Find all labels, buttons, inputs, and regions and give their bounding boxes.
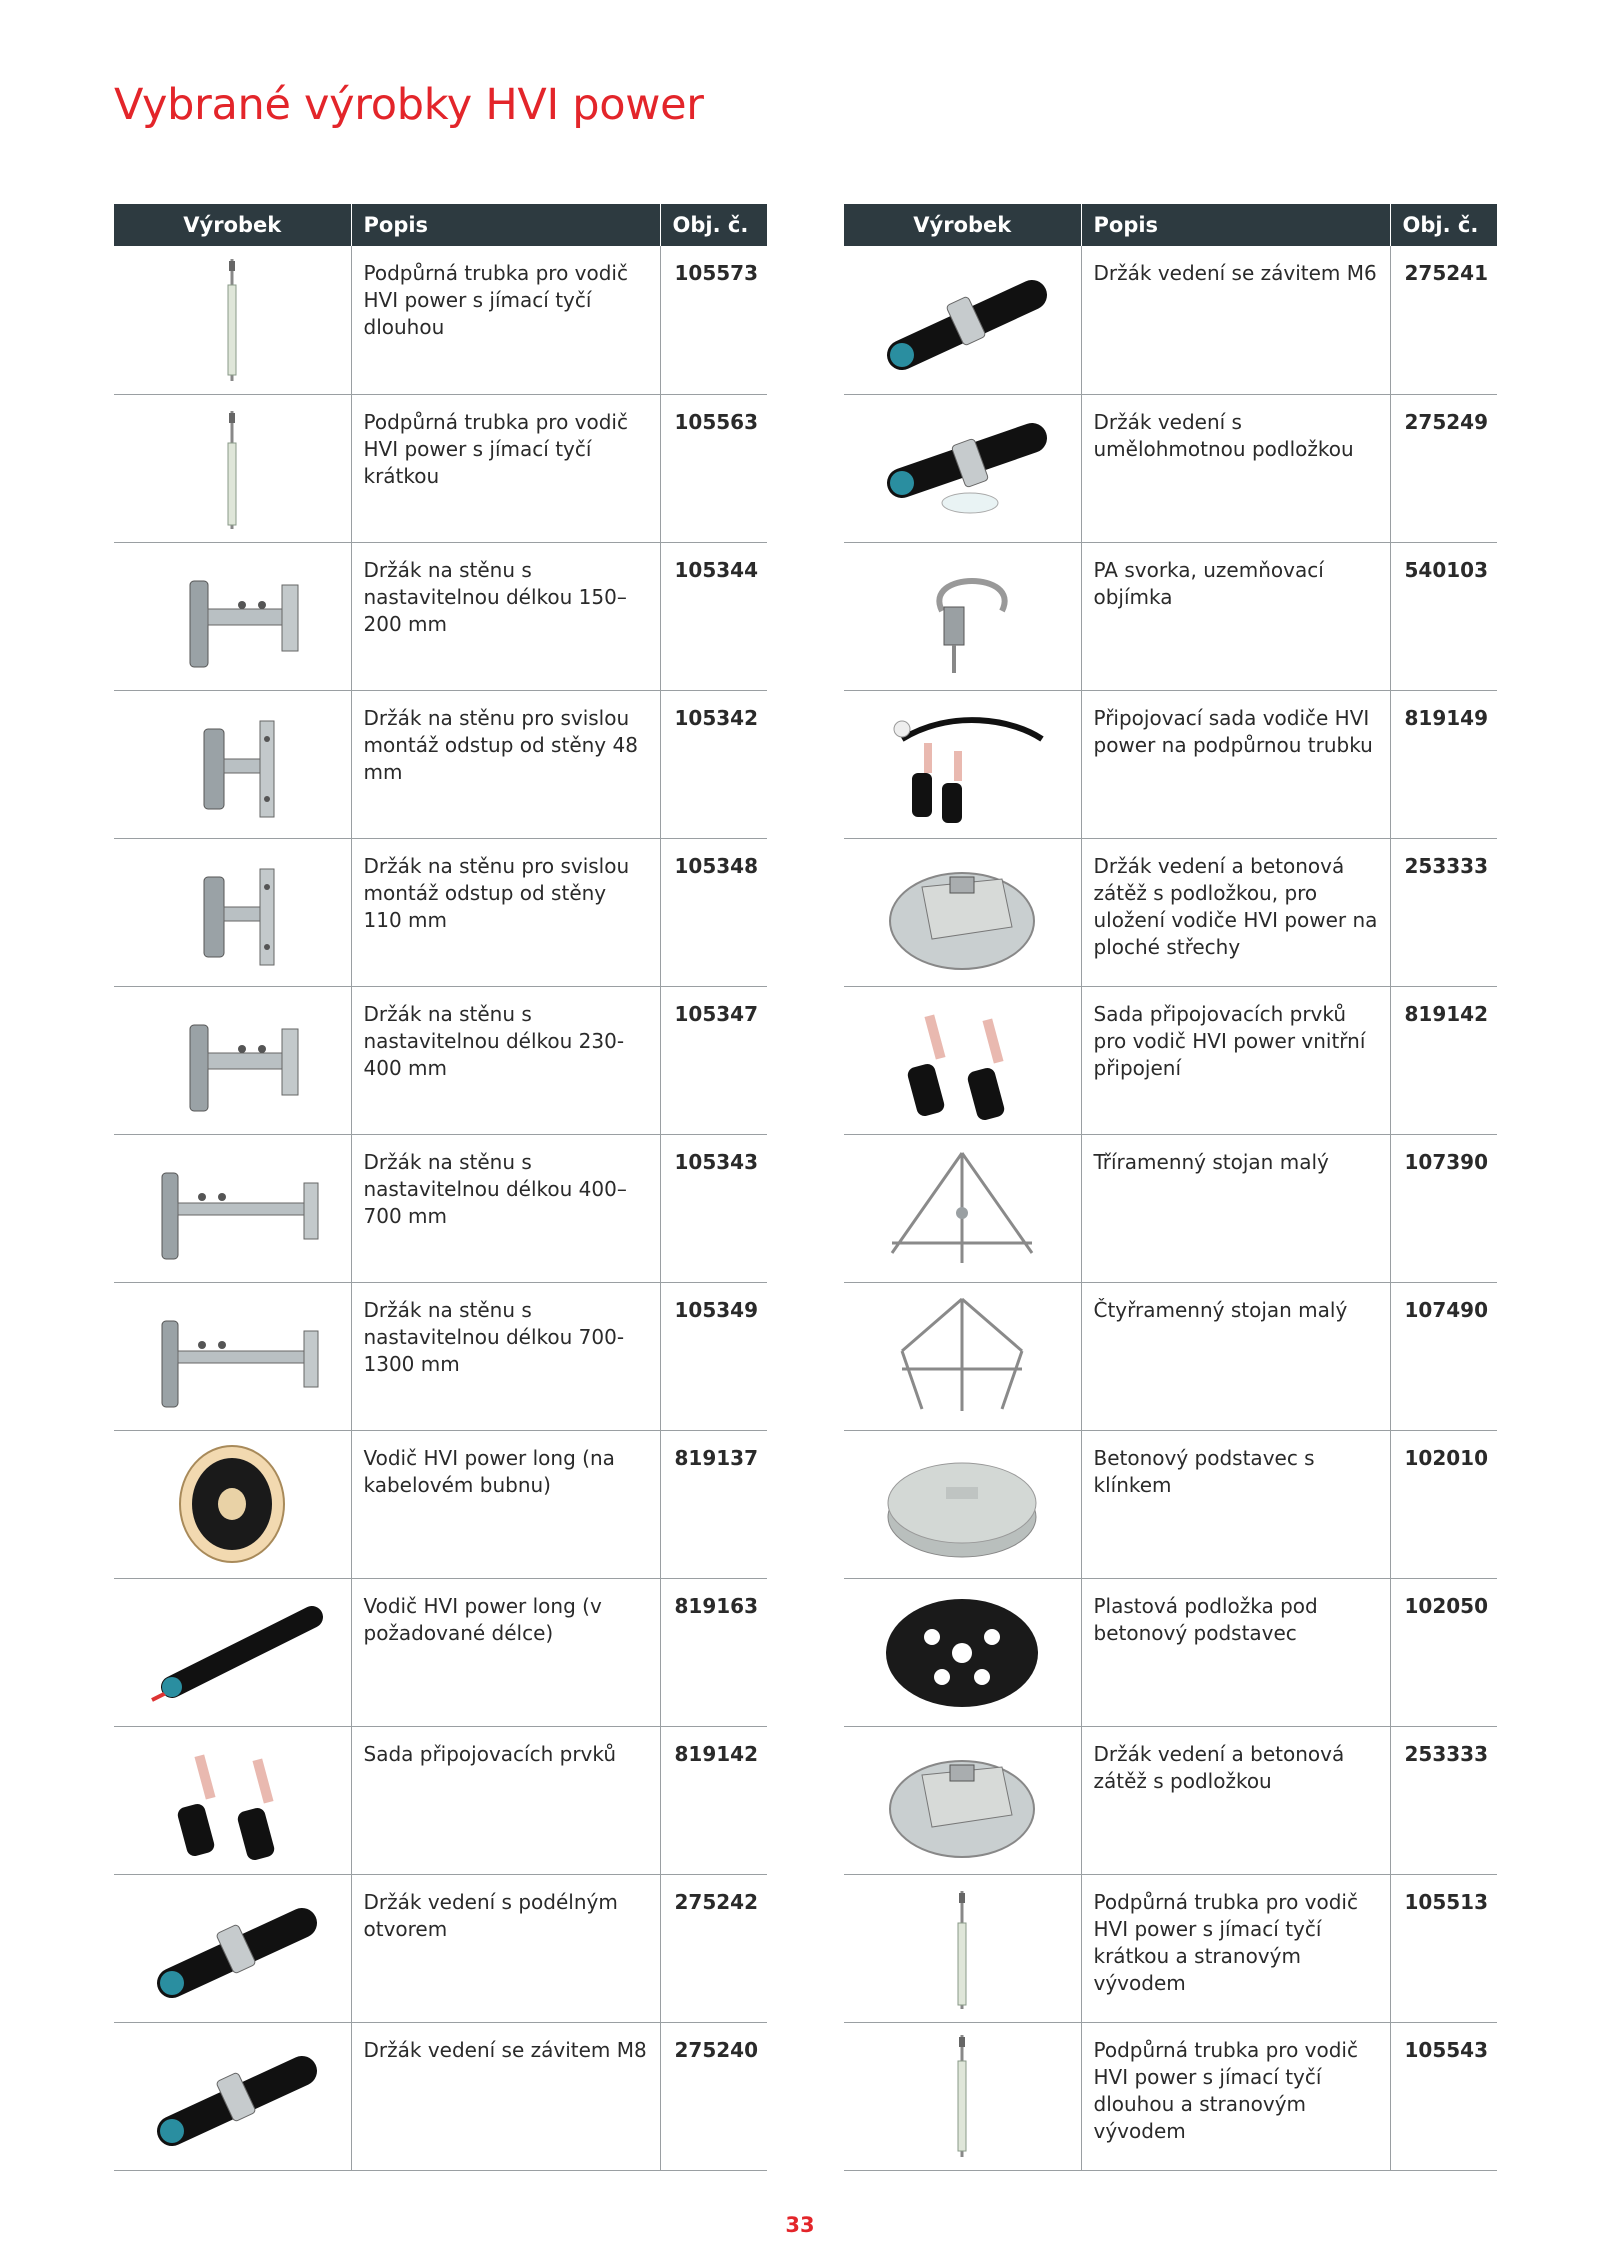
product-code: 107490 xyxy=(1390,1282,1497,1430)
conductor-holder-icon xyxy=(132,2031,332,2161)
page-title: Vybrané výrobky HVI power xyxy=(114,80,704,130)
table-row xyxy=(844,246,1497,394)
product-code: 105513 xyxy=(1390,1874,1497,2022)
product-description: Sada připojovacích prvků pro vodič HVI power vnitřní připojení xyxy=(1081,986,1390,1134)
product-description: Držák vedení a betonová zátěž s podložkou xyxy=(1081,1726,1390,1874)
concrete-base-holder-icon xyxy=(862,1735,1062,1865)
product-code: 819142 xyxy=(660,1726,767,1874)
product-image-cell xyxy=(114,1874,351,2022)
table-row xyxy=(114,246,767,394)
concrete-block-icon xyxy=(862,1439,1062,1569)
product-description: Podpůrná trubka pro vodič HVI power s jímací tyčí dlouhou xyxy=(351,246,660,394)
product-image-cell xyxy=(114,246,351,394)
product-code: 819142 xyxy=(1390,986,1497,1134)
product-description: Držák vedení se závitem M6 xyxy=(1081,246,1390,394)
table-header-row xyxy=(114,204,767,246)
product-image-cell xyxy=(844,1282,1081,1430)
product-image-cell xyxy=(844,246,1081,394)
product-code: 107390 xyxy=(1390,1134,1497,1282)
product-image-cell xyxy=(114,986,351,1134)
table-row xyxy=(844,542,1497,690)
header-description: Popis xyxy=(351,204,660,246)
table-row xyxy=(114,1726,767,1874)
product-description: Čtyřramenný stojan malý xyxy=(1081,1282,1390,1430)
table-header-row xyxy=(844,204,1497,246)
connection-set-icon xyxy=(862,995,1062,1125)
page-number: 33 xyxy=(785,2213,815,2237)
table-row xyxy=(114,1578,767,1726)
product-description: Sada připojovacích prvků xyxy=(351,1726,660,1874)
product-description: Podpůrná trubka pro vodič HVI power s jímací tyčí krátkou a stranovým vývodem xyxy=(1081,1874,1390,2022)
header-code: Obj. č. xyxy=(660,204,767,246)
product-description: Vodič HVI power long (na kabelovém bubnu) xyxy=(351,1430,660,1578)
table-row xyxy=(114,838,767,986)
connection-kit-icon xyxy=(862,699,1062,829)
product-code: 253333 xyxy=(1390,1726,1497,1874)
support-tube-long-icon xyxy=(862,2031,1062,2161)
table-row xyxy=(844,690,1497,838)
product-code: 275240 xyxy=(660,2022,767,2170)
table-row xyxy=(844,1874,1497,2022)
header-product: Výrobek xyxy=(114,204,351,246)
product-code: 105347 xyxy=(660,986,767,1134)
product-image-cell xyxy=(844,1430,1081,1578)
product-description: Držák vedení se závitem M8 xyxy=(351,2022,660,2170)
table-row xyxy=(844,2022,1497,2170)
product-code: 275241 xyxy=(1390,246,1497,394)
table-row xyxy=(114,2022,767,2170)
table-row xyxy=(844,1578,1497,1726)
product-code: 105573 xyxy=(660,246,767,394)
table-row xyxy=(114,690,767,838)
header-product: Výrobek xyxy=(844,204,1081,246)
support-tube-short-icon xyxy=(862,1883,1062,2013)
product-code: 102050 xyxy=(1390,1578,1497,1726)
product-image-cell xyxy=(114,690,351,838)
product-description: Podpůrná trubka pro vodič HVI power s jímací tyčí dlouhou a stranovým vývodem xyxy=(1081,2022,1390,2170)
product-image-cell xyxy=(844,1134,1081,1282)
table-body-right xyxy=(844,246,1497,2170)
product-code: 105348 xyxy=(660,838,767,986)
product-image-cell xyxy=(114,1134,351,1282)
product-image-cell xyxy=(844,2022,1081,2170)
connection-set-icon xyxy=(132,1735,332,1865)
product-description: Připojovací sada vodiče HVI power na podpůrnou trubku xyxy=(1081,690,1390,838)
product-description: Vodič HVI power long (v požadované délce) xyxy=(351,1578,660,1726)
product-image-cell xyxy=(844,542,1081,690)
product-image-cell xyxy=(114,2022,351,2170)
table-row xyxy=(114,1134,767,1282)
table-row xyxy=(844,1282,1497,1430)
product-image-cell xyxy=(114,1578,351,1726)
product-image-cell xyxy=(844,690,1081,838)
table-row xyxy=(844,838,1497,986)
product-code: 105563 xyxy=(660,394,767,542)
product-table-right xyxy=(844,204,1497,2171)
product-description: PA svorka, uzemňovací objímka xyxy=(1081,542,1390,690)
table-row xyxy=(844,1134,1497,1282)
product-code: 540103 xyxy=(1390,542,1497,690)
support-tube-long-icon xyxy=(132,255,332,385)
product-image-cell xyxy=(844,394,1081,542)
header-code: Obj. č. xyxy=(1390,204,1497,246)
earthing-clamp-icon xyxy=(862,551,1062,681)
product-code: 275242 xyxy=(660,1874,767,2022)
product-image-cell xyxy=(114,1282,351,1430)
table-row xyxy=(844,1726,1497,1874)
product-code: 105343 xyxy=(660,1134,767,1282)
product-image-cell xyxy=(114,542,351,690)
product-image-cell xyxy=(114,394,351,542)
cable-drum-icon xyxy=(132,1439,332,1569)
wall-bracket-long-icon xyxy=(132,1143,332,1273)
product-table-left xyxy=(114,204,767,2171)
product-image-cell xyxy=(114,1430,351,1578)
wall-bracket-long-icon xyxy=(132,1291,332,1421)
product-code: 102010 xyxy=(1390,1430,1497,1578)
table-row xyxy=(114,1430,767,1578)
plastic-pad-icon xyxy=(862,1587,1062,1717)
conductor-holder-base-icon xyxy=(862,403,1062,533)
product-image-cell xyxy=(114,1726,351,1874)
product-description: Držák na stěnu s nastavitelnou délkou 400–700 mm xyxy=(351,1134,660,1282)
product-image-cell xyxy=(844,1874,1081,2022)
product-description: Držák vedení a betonová zátěž s podložkou, pro uložení vodiče HVI power na ploché střechy xyxy=(1081,838,1390,986)
cable-icon xyxy=(132,1587,332,1717)
table-row xyxy=(114,394,767,542)
header-description: Popis xyxy=(1081,204,1390,246)
wall-bracket-icon xyxy=(132,995,332,1125)
conductor-holder-icon xyxy=(132,1883,332,2013)
product-description: Držák vedení s podélným otvorem xyxy=(351,1874,660,2022)
wall-bracket-vertical-icon xyxy=(132,847,332,977)
product-code: 819163 xyxy=(660,1578,767,1726)
product-code: 819137 xyxy=(660,1430,767,1578)
product-image-cell xyxy=(844,1578,1081,1726)
table-body-left xyxy=(114,246,767,2170)
table-row xyxy=(844,394,1497,542)
support-tube-short-icon xyxy=(132,403,332,533)
product-description: Držák na stěnu pro svislou montáž odstup od stěny 110 mm xyxy=(351,838,660,986)
product-image-cell xyxy=(844,838,1081,986)
product-code: 275249 xyxy=(1390,394,1497,542)
product-description: Betonový podstavec s klínkem xyxy=(1081,1430,1390,1578)
tripod-icon xyxy=(862,1143,1062,1273)
product-description: Držák na stěnu s nastavitelnou délkou 150–200 mm xyxy=(351,542,660,690)
product-description: Držák vedení s umělohmotnou podložkou xyxy=(1081,394,1390,542)
wall-bracket-vertical-icon xyxy=(132,699,332,829)
concrete-base-holder-icon xyxy=(862,847,1062,977)
product-code: 105344 xyxy=(660,542,767,690)
product-description: Podpůrná trubka pro vodič HVI power s jímací tyčí krátkou xyxy=(351,394,660,542)
product-code: 105543 xyxy=(1390,2022,1497,2170)
table-row xyxy=(114,1282,767,1430)
product-description: Tříramenný stojan malý xyxy=(1081,1134,1390,1282)
conductor-holder-icon xyxy=(862,255,1062,385)
product-code: 253333 xyxy=(1390,838,1497,986)
product-image-cell xyxy=(844,986,1081,1134)
quadpod-icon xyxy=(862,1291,1062,1421)
product-description: Držák na stěnu pro svislou montáž odstup od stěny 48 mm xyxy=(351,690,660,838)
product-description: Plastová podložka pod betonový podstavec xyxy=(1081,1578,1390,1726)
product-code: 105349 xyxy=(660,1282,767,1430)
product-image-cell xyxy=(114,838,351,986)
table-row xyxy=(114,1874,767,2022)
table-row xyxy=(114,542,767,690)
product-image-cell xyxy=(844,1726,1081,1874)
product-description: Držák na stěnu s nastavitelnou délkou 230-400 mm xyxy=(351,986,660,1134)
table-row xyxy=(844,1430,1497,1578)
product-description: Držák na stěnu s nastavitelnou délkou 700-1300 mm xyxy=(351,1282,660,1430)
wall-bracket-icon xyxy=(132,551,332,681)
table-row xyxy=(114,986,767,1134)
product-code: 105342 xyxy=(660,690,767,838)
product-code: 819149 xyxy=(1390,690,1497,838)
table-row xyxy=(844,986,1497,1134)
